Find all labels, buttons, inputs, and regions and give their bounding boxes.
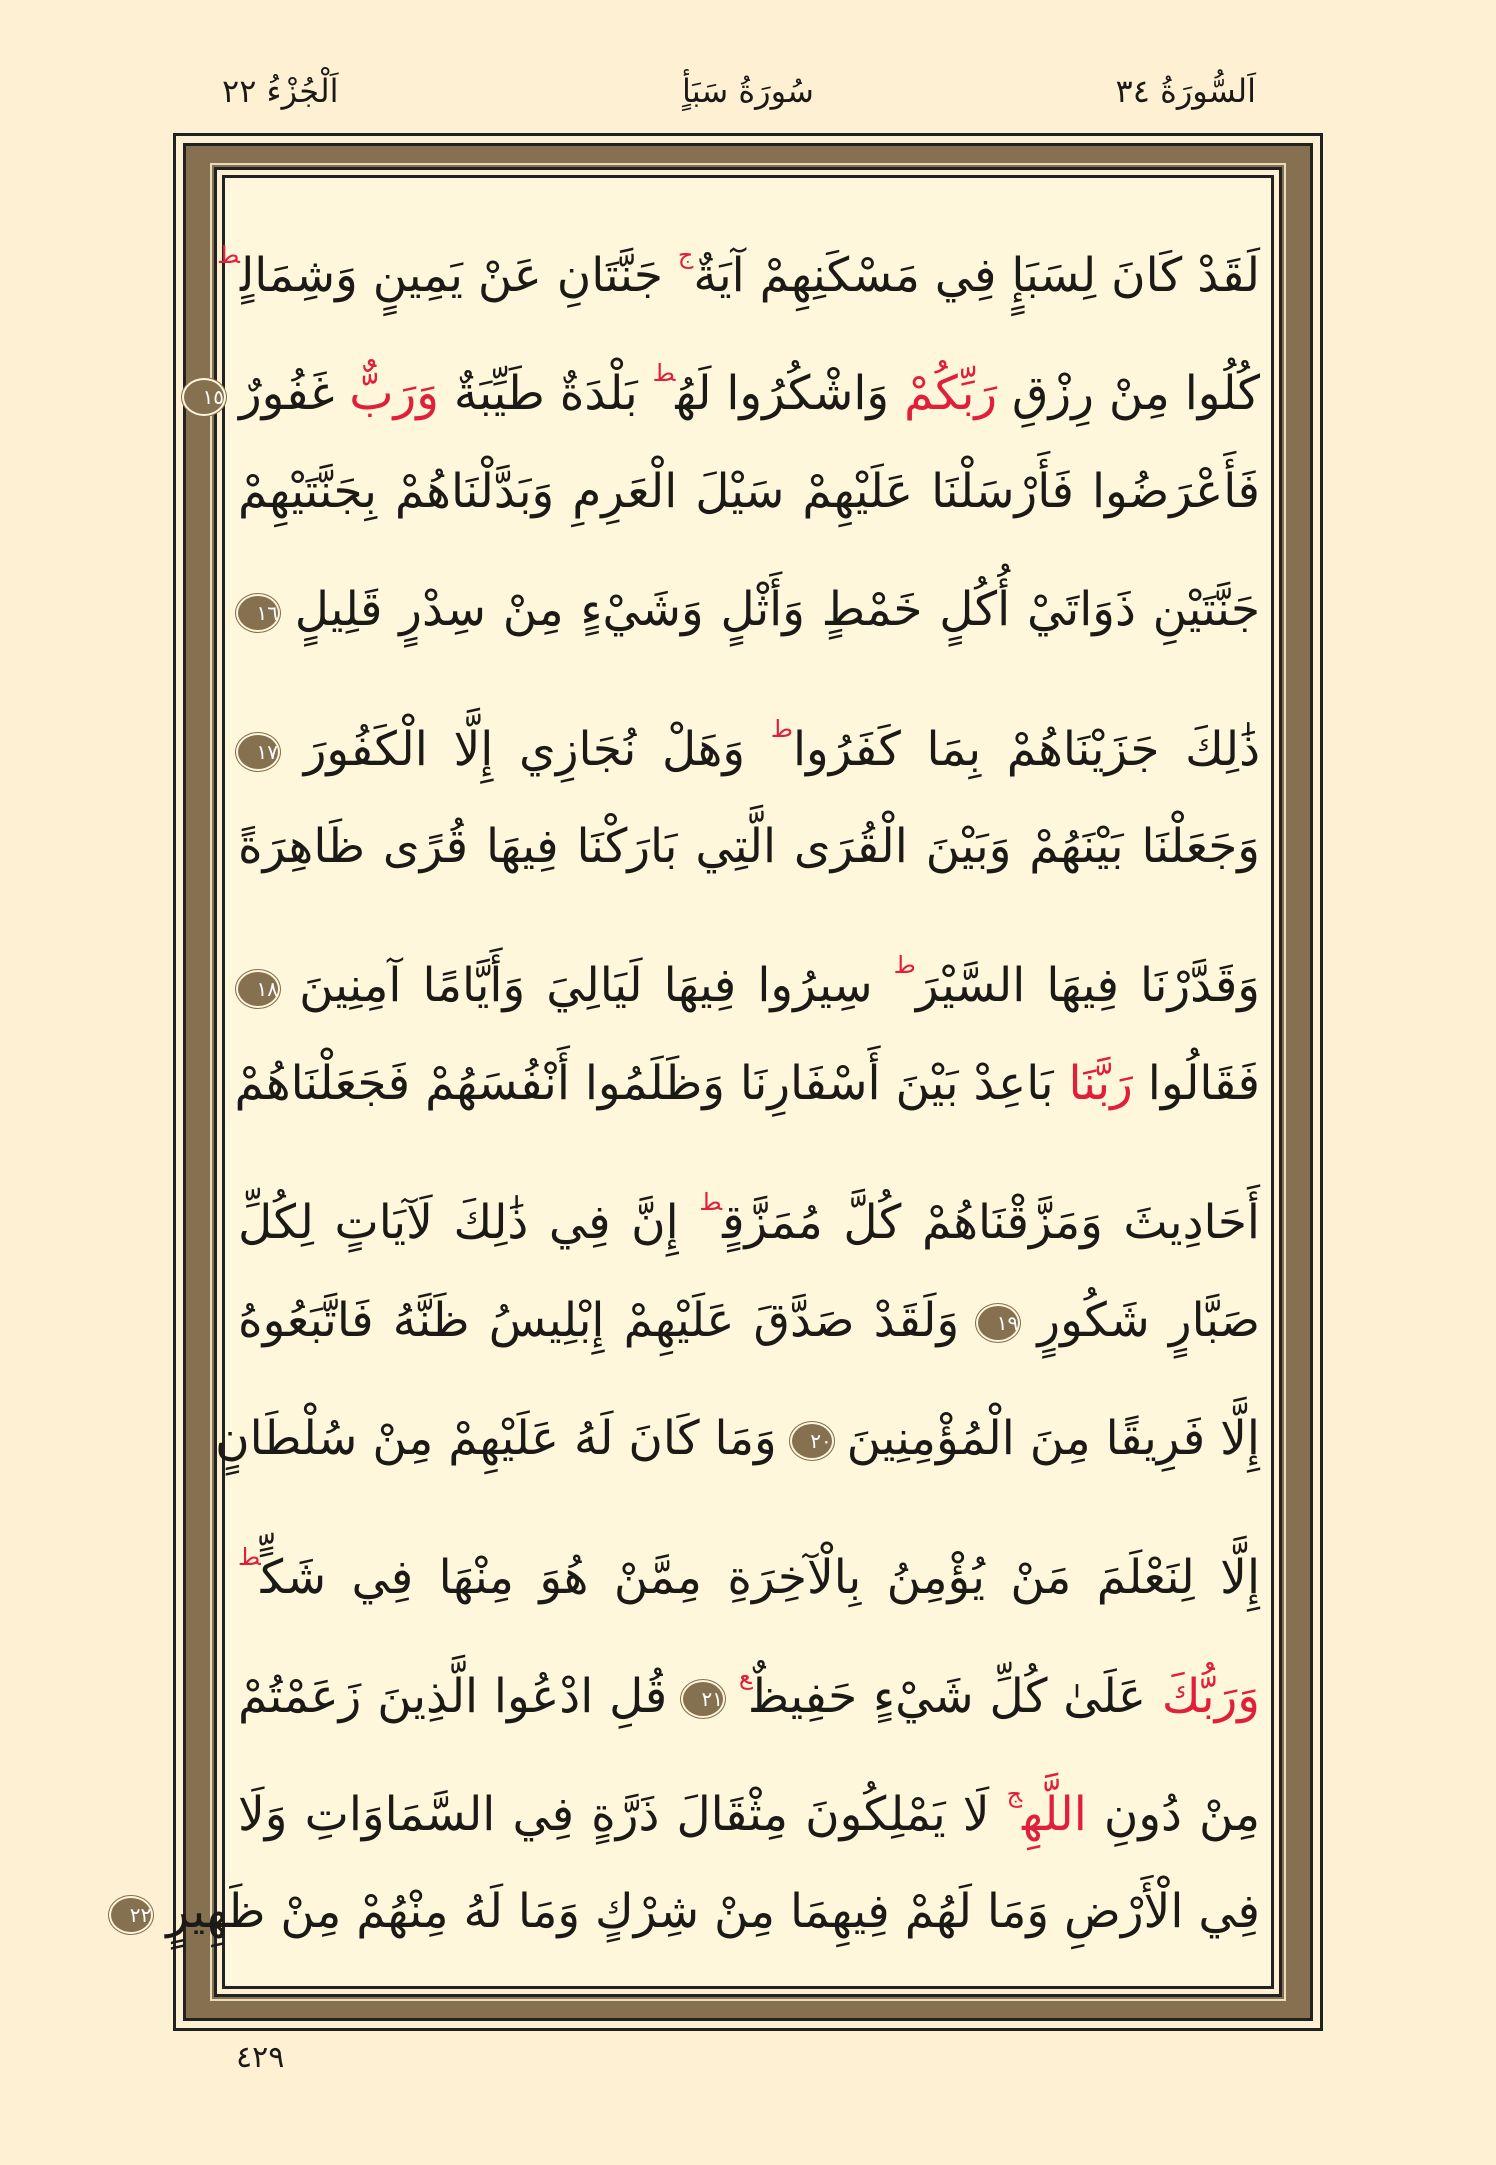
verse-text: وَهَلْ نُجَازِي إِلَّا الْكَفُورَ [278, 721, 771, 777]
ayah-number-marker: ١٩ [978, 1306, 1018, 1340]
verse-text: قُلِ ادْعُوا الَّذِينَ زَعَمْتُمْ [238, 1668, 684, 1724]
verse-text: مِنْ دُونِ [1086, 1787, 1260, 1843]
verse-text: إِلَّا لِنَعْلَمَ مَنْ يُؤْمِنُ بِالْآخِرَةِ مِمَّنْ هُوَ مِنْهَا فِي شَكٍّ [260, 1550, 1260, 1606]
divine-name-highlight: اللَّهِ [1022, 1787, 1087, 1843]
pause-mark: ط [770, 714, 793, 743]
text-line [215, 1380, 1260, 1498]
verse-text: جَنَّتَيْنِ ذَوَاتَيْ أُكُلٍ خَمْطٍ وَأَثْلٍ وَشَيْءٍ مِنْ سِدْرٍ قَلِيلٍ [278, 582, 1260, 638]
ayah-number-marker: ١٥ [184, 380, 224, 414]
verse-text: لَقَدْ كَانَ لِسَبَإٍ فِي مَسْكَنِهِمْ آيَةٌ [693, 248, 1260, 303]
ayah-number-marker: ١٨ [238, 972, 278, 1006]
verse-text: أَحَادِيثَ وَمَزَّقْنَاهُمْ كُلَّ مُمَزَّقٍ [722, 1195, 1260, 1251]
divine-name-highlight: رَبِّكُمْ [904, 366, 998, 422]
verse-text: سِيرُوا فِيهَا لَيَالِيَ وَأَيَّامًا آمِنِينَ [278, 958, 894, 1014]
verse-text [723, 1669, 739, 1724]
verse-text: بَلْدَةٌ طَيِّبَةٌ [438, 366, 653, 422]
text-line [234, 1025, 1260, 1143]
verse-text: ذَٰلِكَ جَزَيْنَاهُمْ بِمَا كَفَرُوا [792, 721, 1261, 777]
ayah-number-marker: ٢١ [683, 1682, 723, 1716]
verse-text: فَقَالُوا [1132, 1055, 1260, 1111]
verse-text: وَمَا كَانَ لَهُ عَلَيْهِمْ مِنْ سُلْطَانٍ [215, 1410, 792, 1466]
divine-name-highlight: وَرَبُّكَ [1161, 1668, 1260, 1724]
text-line [238, 1262, 1260, 1380]
text-line [238, 433, 1260, 551]
verse-text: فِي الْأَرْضِ وَمَا لَهُمْ فِيهِمَا مِنْ شِرْكٍ وَمَا لَهُ مِنْهُمْ مِنْ ظَهِيرٍ [151, 1884, 1260, 1940]
pause-mark: ط [893, 951, 916, 980]
pause-mark: ط [238, 1543, 261, 1572]
ayah-number-marker: ١٦ [238, 596, 278, 630]
text-line [202, 314, 1260, 432]
verse-text: فَأَعْرَضُوا فَأَرْسَلْنَا عَلَيْهِمْ سَيْلَ الْعَرِمِ وَبَدَّلْنَاهُمْ بِجَنَّتَيْهِمْ [238, 463, 1260, 519]
pause-mark: ط [652, 359, 676, 388]
text-line [238, 906, 1260, 1024]
pause-mark: ط [217, 241, 240, 269]
verse-text: لَا يَمْلِكُونَ مِثْقَالَ ذَرَّةٍ فِي السَّمَاوَاتِ وَلَا [238, 1787, 1007, 1843]
surah-name-header: سُورَةُ سَبَأٍ [682, 72, 814, 110]
text-line [238, 1498, 1260, 1616]
text-line [238, 1143, 1260, 1261]
verse-text: جَنَّتَانِ عَنْ يَمِينٍ وَشِمَالٍ [239, 248, 678, 303]
verse-text: وَلَقَدْ صَدَّقَ عَلَيْهِمْ إِبْلِيسُ ظَنَّهُ فَاتَّبَعُوهُ [238, 1292, 979, 1348]
verse-text: صَبَّارٍ شَكُورٍ [1018, 1292, 1260, 1348]
verse-text: وَقَدَّرْنَا فِيهَا السَّيْرَ [915, 958, 1260, 1014]
verse-text: غَفُورٌ [224, 366, 350, 422]
ayah-number-marker: ٢٢ [111, 1898, 151, 1932]
divine-name-highlight: رَبَّنَا [1068, 1055, 1133, 1111]
ayah-number-marker: ١٧ [238, 735, 278, 769]
verse-text: وَجَعَلْنَا بَيْنَهُمْ وَبَيْنَ الْقُرَى الَّتِي بَارَكْنَا فِيهَا قُرًى ظَاهِرَةً [238, 818, 1260, 874]
text-line [238, 551, 1260, 669]
pause-mark: ع [738, 1661, 752, 1690]
verse-text: إِنَّ فِي ذَٰلِكَ لَآيَاتٍ لِكُلِّ [238, 1195, 700, 1251]
text-line [238, 788, 1260, 906]
verse-text: وَاشْكُرُوا لَهُ [675, 366, 905, 422]
text-line [238, 670, 1260, 788]
page-number: ٤٢٩ [236, 2040, 285, 2075]
juz-header: اَلْجُزْءُ ٢٢ [222, 72, 339, 110]
divine-name-highlight: وَرَبٌّ [349, 366, 439, 422]
quran-text-body [129, 196, 1261, 1972]
pause-mark: ط [699, 1188, 723, 1217]
ayah-number-marker: ٢٠ [792, 1424, 832, 1458]
text-line [238, 1617, 1260, 1735]
verse-text: عَلَىٰ كُلِّ شَيْءٍ حَفِيظٌ [751, 1668, 1162, 1724]
pause-mark: ج [1006, 1780, 1023, 1809]
surah-number-header: اَلسُّورَةُ ٣٤ [1115, 72, 1256, 110]
pause-mark: ج [677, 241, 694, 269]
verse-text: كُلُوا مِنْ رِزْقِ [997, 366, 1260, 422]
text-line [129, 1853, 1260, 1971]
verse-text: إِلَّا فَرِيقًا مِنَ الْمُؤْمِنِينَ [831, 1410, 1260, 1466]
text-line [217, 196, 1260, 314]
verse-text: بَاعِدْ بَيْنَ أَسْفَارِنَا وَظَلَمُوا أَنْفُسَهُمْ فَجَعَلْنَاهُمْ [234, 1055, 1069, 1111]
text-line [238, 1735, 1260, 1853]
